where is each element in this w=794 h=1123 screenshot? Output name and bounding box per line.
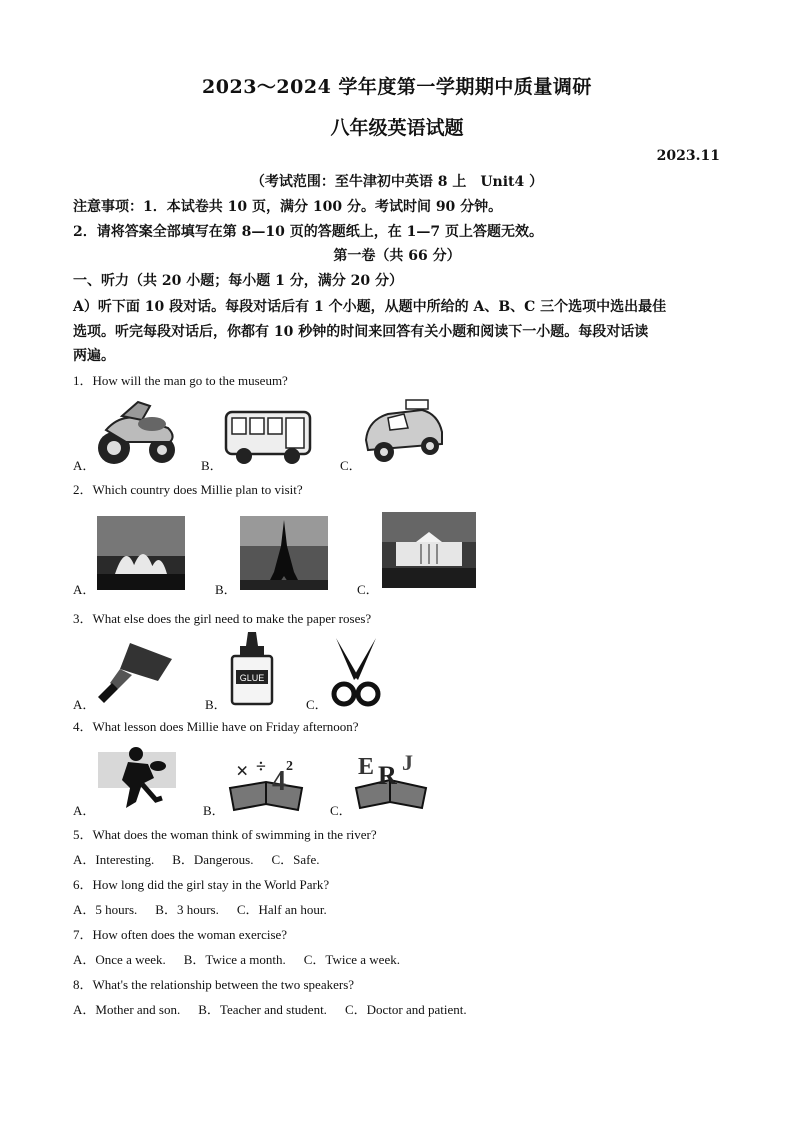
q6-option-a: A．5 hours.	[73, 902, 138, 917]
exam-subtitle: 八年级英语试题	[330, 117, 464, 139]
rugby-player-image	[96, 744, 178, 812]
question-2: 2．Which country does Millie plan to visit?	[73, 482, 303, 497]
bus-image	[222, 408, 314, 468]
question-6: 6．How long did the girl stay in the World Park?	[73, 877, 330, 892]
svg-text:×: ×	[236, 758, 249, 783]
sydney-opera-house-image	[97, 516, 185, 590]
q1-option-b-label: B．	[201, 458, 223, 473]
motorbike-image	[92, 398, 184, 468]
q2-option-a-label: A．	[73, 582, 96, 597]
q1-option-c-label: C．	[340, 458, 362, 473]
brush-image	[96, 637, 176, 707]
question-1: 1．How will the man go to the museum?	[73, 373, 288, 388]
svg-text:2: 2	[286, 759, 293, 774]
eiffel-tower-image	[240, 516, 328, 590]
q6-options	[73, 901, 345, 919]
instruction-line-1: A）听下面 10 段对话。每段对话后有 1 个小题，从题中所给的 A、B、C 三个选项中选出最佳	[73, 299, 667, 315]
question-4: 4．What lesson does Millie have on Friday afternoon?	[73, 719, 359, 734]
q4-option-a-label: A．	[73, 803, 96, 818]
q3-option-a-label: A．	[73, 697, 96, 712]
q8-option-c: C．Doctor and patient.	[344, 1002, 467, 1017]
part-heading: 第一卷（共 66 分）	[333, 248, 461, 264]
q7-option-c: C．Twice a week.	[303, 952, 400, 967]
glue-image	[228, 630, 276, 708]
instruction-line-3: 两遍。	[73, 348, 115, 364]
question-3: 3．What else does the girl need to make the paper roses?	[73, 611, 372, 626]
maths-book-image	[226, 748, 306, 812]
white-house-image	[382, 512, 476, 588]
section-heading: 一、听力（共 20 小题；每小题 1 分，满分 20 分）	[73, 273, 403, 289]
q2-option-c-label: C．	[357, 582, 379, 597]
svg-text:E: E	[358, 754, 375, 780]
q8-option-b: B．Teacher and student.	[198, 1002, 327, 1017]
q4-option-b-label: B．	[203, 803, 225, 818]
question-5: 5．What does the woman think of swimming in the river?	[73, 827, 377, 842]
svg-text:4: 4	[272, 766, 286, 797]
q7-options	[73, 951, 418, 969]
q2-option-b-label: B．	[215, 582, 237, 597]
q3-option-b-label: B．	[205, 697, 227, 712]
question-7: 7．How often does the woman exercise?	[73, 927, 288, 942]
q5-options	[73, 851, 338, 869]
taxi-image	[358, 398, 448, 468]
q8-option-a: A．Mother and son.	[73, 1002, 181, 1017]
glue-label-text: GLUE	[239, 673, 265, 683]
q6-option-b: B．3 hours.	[155, 902, 219, 917]
exam-scope: （考试范围：至牛津初中英语 8 上 Unit4 ）	[250, 174, 544, 190]
svg-text:J: J	[402, 750, 413, 775]
q5-option-c: C．Safe.	[271, 852, 320, 867]
q6-option-c: C．Half an hour.	[236, 902, 327, 917]
q5-option-b: B．Dangerous.	[172, 852, 254, 867]
english-book-image	[352, 744, 430, 812]
svg-text:R: R	[378, 761, 397, 790]
q5-option-a: A．Interesting.	[73, 852, 155, 867]
exam-title: 2023～2024 学年度第一学期期中质量调研	[202, 76, 592, 98]
notice-line-2: 2．请将答案全部填写在第 8—10 页的答题纸上，在 1—7 页上答题无效。	[73, 224, 543, 240]
q8-options	[73, 1001, 485, 1019]
question-8: 8．What's the relationship between the two speakers?	[73, 977, 355, 992]
svg-text:÷: ÷	[256, 756, 266, 776]
exam-date: 2023.11	[656, 148, 720, 164]
notice-line-1: 注意事项：1．本试卷共 10 页，满分 100 分。考试时间 90 分钟。	[73, 199, 503, 215]
scissors-image	[328, 636, 384, 708]
instruction-line-2: 选项。听完每段对话后，你都有 10 秒钟的时间来回答有关小题和阅读下一小题。每段对话读	[73, 324, 649, 340]
q7-option-b: B．Twice a month.	[183, 952, 286, 967]
q4-option-c-label: C．	[330, 803, 352, 818]
q1-option-a-label: A．	[73, 458, 96, 473]
q3-option-c-label: C．	[306, 697, 328, 712]
q7-option-a: A．Once a week.	[73, 952, 166, 967]
